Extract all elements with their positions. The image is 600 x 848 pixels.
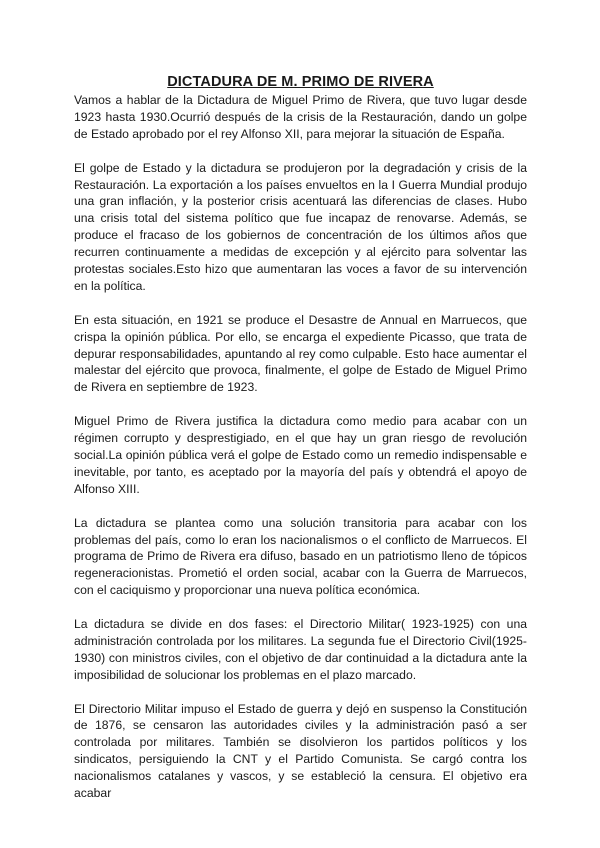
- paragraph-military-directorate: El Directorio Militar impuso el Estado de guerra y dejó en suspenso la Constitución de 1876, se censaron las autoridades civiles y la administración pasó a ser controlada por militares. También se disolvieron los partidos políticos y los sindicatos, persiguiendo la CNT y el Partido Comunista. Se cargó contra los nacionalismos catalanes y vascos, y se estableció la censura. El objetivo era acabar: [74, 701, 527, 801]
- paragraph-justification: Miguel Primo de Rivera justifica la dictadura como medio para acabar con un régimen corrupto y desprestigiado, en el que hay un gran riesgo de revolución social.La opinión pública verá el golpe de Estado como un remedio indispensable e inevitable, por tanto, es aceptado por la mayoría del país y obtendrá el apoyo de Alfonso XIII.: [74, 414, 527, 496]
- document-title: DICTADURA DE M. PRIMO DE RIVERA: [167, 74, 434, 90]
- paragraph-causes: El golpe de Estado y la dictadura se produjeron por la degradación y crisis de la Restauración. La exportación a los países envueltos en la I Guerra Mundial produjo una gran inflación, y la posterior crisis acentuará las diferencias de clases. Hubo una crisis total del sistema político que fue incapaz de renovarse. Además, se produce el fracaso de los gobiernos de concentración de los últimos años que recurren continuamente a medidas de excepción y al ejército para solventar las protestas sociales.Esto hizo que aumentaran las voces a favor de su intervención en la política.: [74, 160, 527, 293]
- document-page: [74, 74, 527, 819]
- paragraph-program: La dictadura se plantea como una solución transitoria para acabar con los problemas del país, como lo eran los nacionalismos o el conflicto de Marruecos. El programa de Primo de Rivera era difuso, basado en un patriotismo lleno de tópicos regeneracionistas. Prometió el orden social, acabar con la Guerra de Marruecos, con el caciquismo y proporcionar una nueva política económica.: [74, 515, 527, 598]
- paragraph-annual-disaster: En esta situación, en 1921 se produce el Desastre de Annual en Marruecos, que crispa la opinión pública. Por ello, se encarga el expediente Picasso, que trata de depurar responsabilidades, apuntando al rey como culpable. Esto hace aumentar el malestar del ejército que provoca, finalmente, el golpe de Estado de Miguel Primo de Rivera en septiembre de 1923.: [74, 312, 527, 395]
- paragraph-phases: La dictadura se divide en dos fases: el Directorio Militar( 1923-1925) con una administración controlada por los militares. La segunda fue el Directorio Civil(1925-1930) con ministros civiles, con el objetivo de dar continuidad a la dictadura ante la imposibilidad de solucionar los problemas en el plazo marcado.: [74, 617, 527, 682]
- paragraph-introduction: Vamos a hablar de la Dictadura de Miguel Primo de Rivera, que tuvo lugar desde 1923 hasta 1930.Ocurrió después de la crisis de la Restauración, dando un golpe de Estado aprobado por el rey Alfonso XII, para mejorar la situación de España.: [74, 93, 527, 141]
